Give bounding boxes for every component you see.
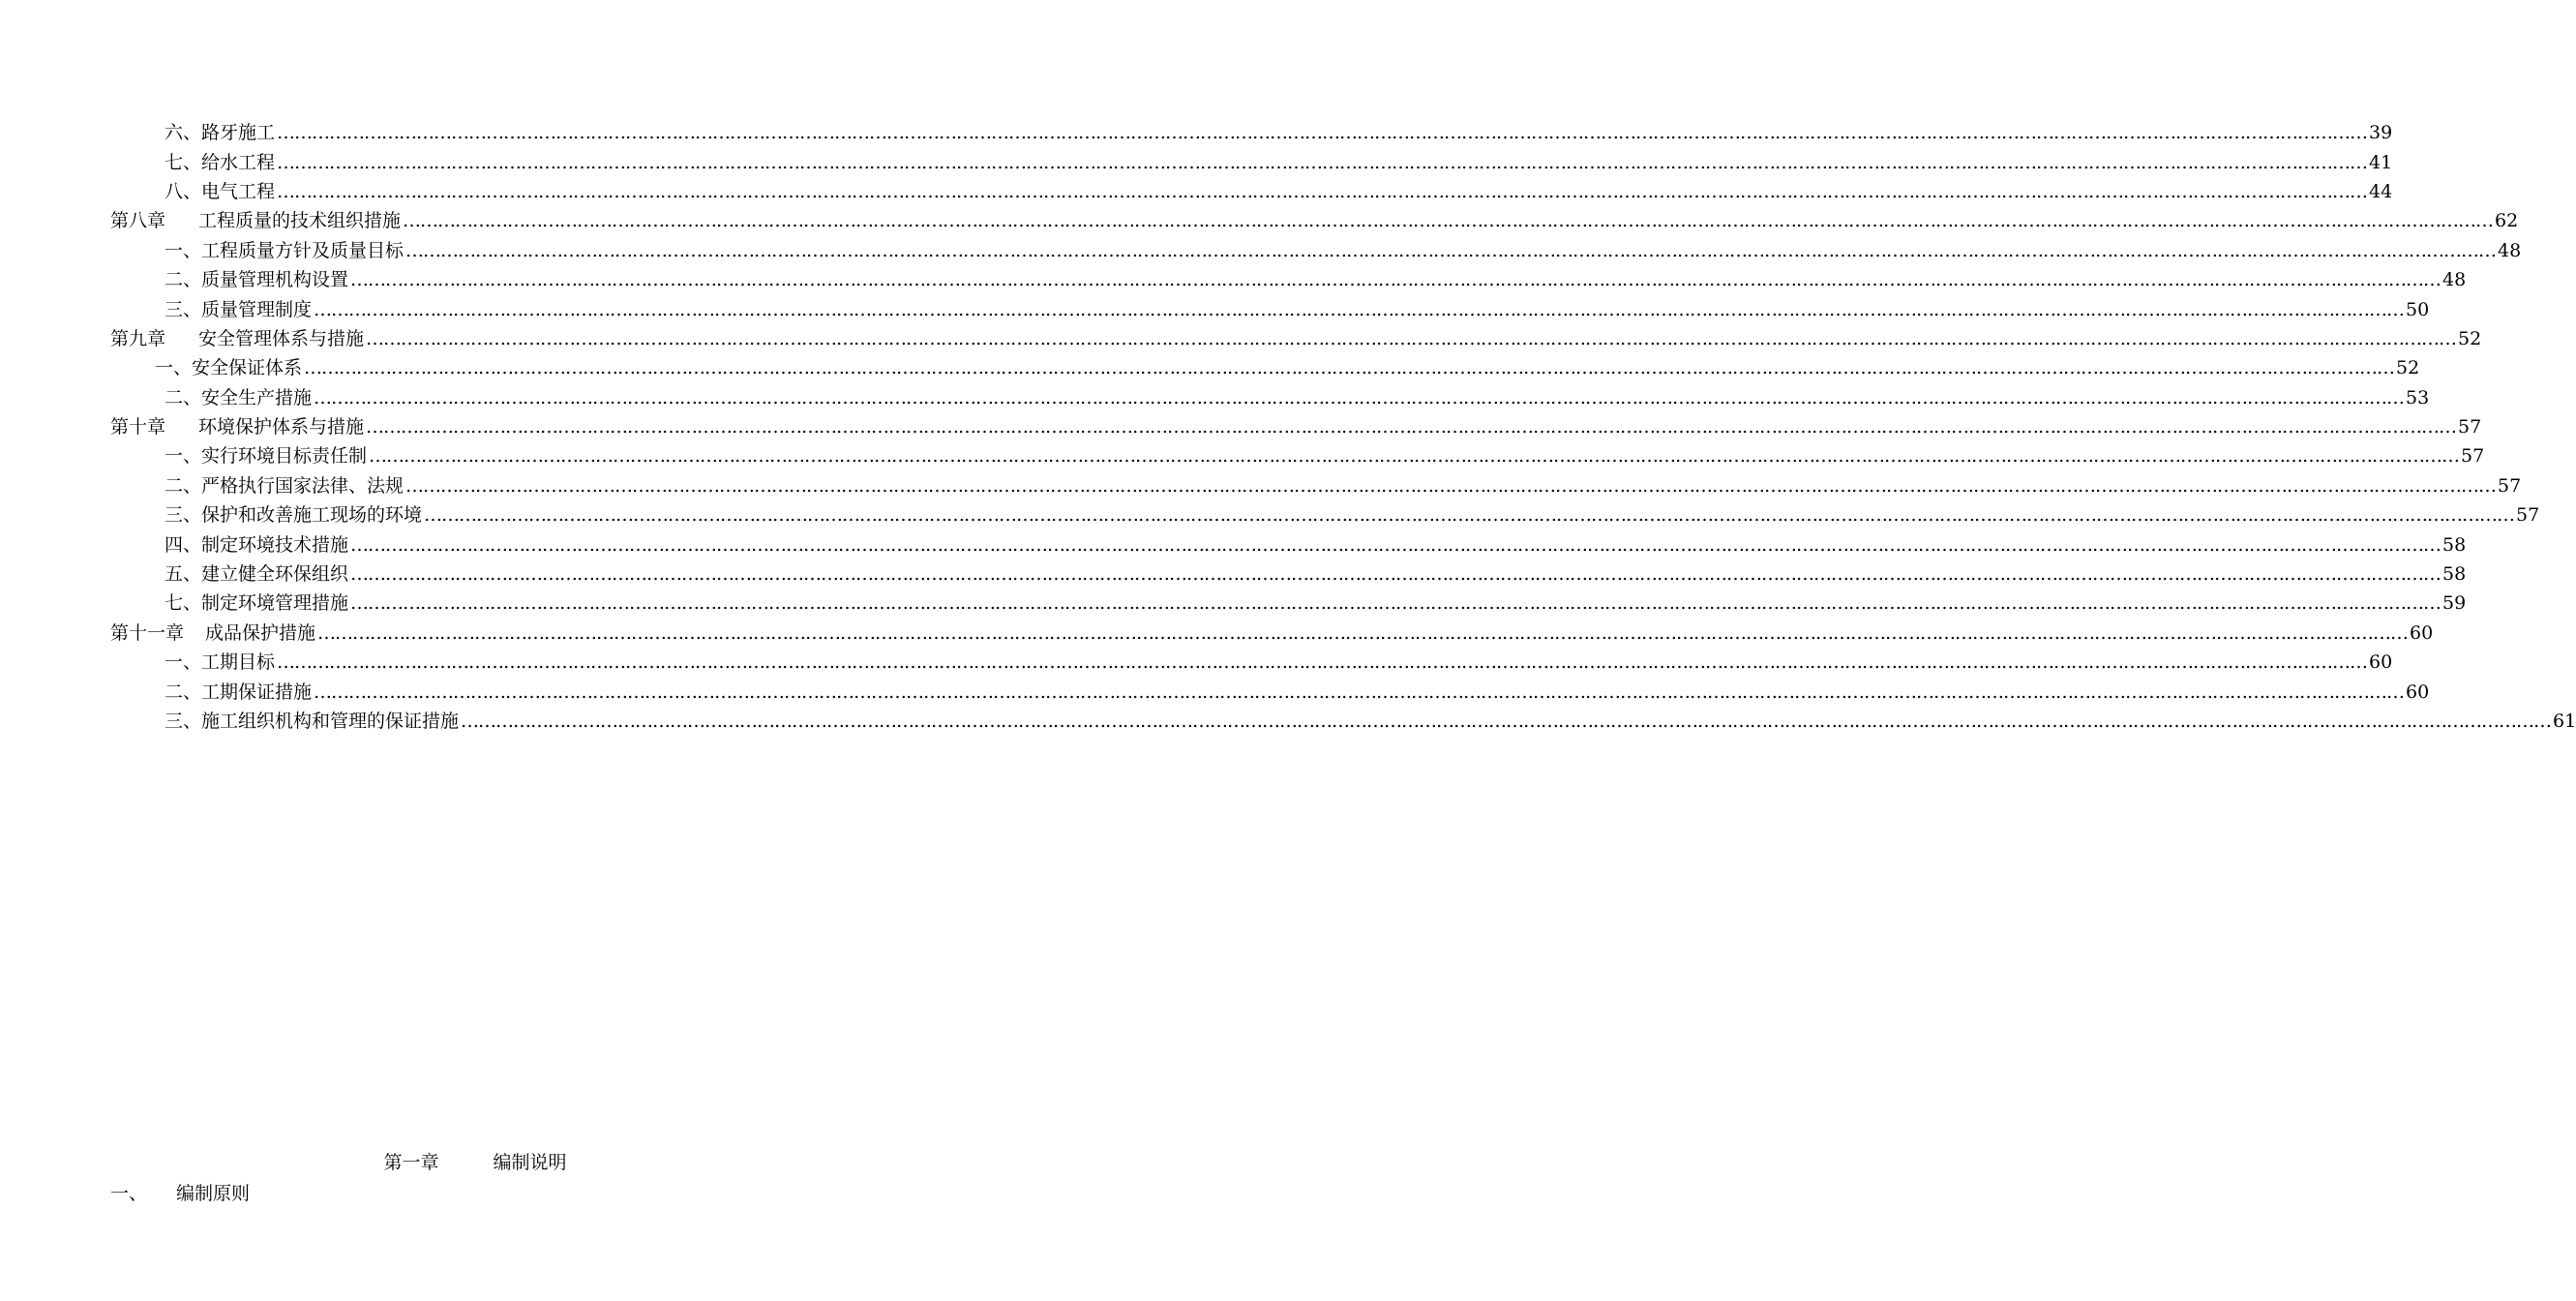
toc-page-number: 62 xyxy=(2495,210,2519,232)
toc-entry-title: 八、电气工程 xyxy=(165,180,276,202)
toc-section-entry[interactable] xyxy=(0,471,2522,500)
toc-section-entry[interactable] xyxy=(0,236,2522,265)
toc-page-number: 60 xyxy=(2369,651,2393,674)
chapter-title-text: 编制说明 xyxy=(493,1152,567,1173)
toc-dot-leader: ……………………………………………………………………………………………………………………………………………………………………………………………………………………………………………………………………………………………………………………………… xyxy=(314,386,2405,408)
toc-entry-label xyxy=(165,265,348,294)
section-title-text: 编制原则 xyxy=(176,1183,251,1204)
toc-entry-label xyxy=(165,441,367,470)
toc-dot-leader: ……………………………………………………………………………………………………………………………………………………………………………………………………………………………………………………………………………………………………………………………… xyxy=(366,327,2457,349)
toc-dot-leader: ……………………………………………………………………………………………………………………………………………………………………………………………………………………………………………………………………………………………………………………………… xyxy=(403,210,2494,232)
toc-entry-label xyxy=(165,236,404,265)
toc-entry-label xyxy=(110,324,364,353)
toc-page-number: 61 xyxy=(2553,711,2576,732)
toc-page-number: 58 xyxy=(2442,563,2467,586)
toc-entry-title: 三、质量管理制度 xyxy=(165,298,313,320)
toc-dot-leader: ……………………………………………………………………………………………………………………………………………………………………………………………………………………………………………………………………………………………………………………………… xyxy=(350,533,2441,556)
toc-entry-label xyxy=(165,471,404,500)
toc-page-number: 57 xyxy=(2498,474,2522,497)
toc-entry-label xyxy=(165,560,348,589)
toc-section-entry[interactable] xyxy=(0,677,2430,706)
toc-entry-label xyxy=(165,648,275,677)
toc-dot-leader: ……………………………………………………………………………………………………………………………………………………………………………………………………………………………………………………………………………………………………………………………… xyxy=(317,621,2409,644)
toc-section-entry[interactable] xyxy=(0,500,2540,529)
toc-section-entry[interactable] xyxy=(0,560,2467,589)
toc-section-entry[interactable] xyxy=(0,177,2393,206)
toc-page-number: 58 xyxy=(2442,533,2467,556)
toc-entry-title: 七、给水工程 xyxy=(165,151,276,173)
toc-entry-title: 七、制定环境管理措施 xyxy=(165,592,349,615)
toc-page-number: 53 xyxy=(2406,386,2430,408)
toc-entry-title: 二、严格执行国家法律、法规 xyxy=(165,474,404,497)
toc-entry-title: 一、工期目标 xyxy=(165,651,276,674)
toc-section-entry[interactable] xyxy=(0,648,2393,677)
toc-entry-title: 三、施工组织机构和管理的保证措施 xyxy=(165,711,460,732)
toc-entry-title: 安全管理体系与措施 xyxy=(198,327,365,349)
toc-chapter-number: 第八章 xyxy=(110,210,166,232)
toc-dot-leader: ……………………………………………………………………………………………………………………………………………………………………………………………………………………………………………………………………………………………………………………………… xyxy=(405,474,2497,497)
toc-dot-leader: ……………………………………………………………………………………………………………………………………………………………………………………………………………………………………………………………………………………………………………………………… xyxy=(405,239,2497,261)
toc-entry-label xyxy=(110,412,364,441)
toc-chapter-entry[interactable] xyxy=(0,619,2434,648)
toc-entry-label xyxy=(165,383,312,412)
toc-dot-leader: ……………………………………………………………………………………………………………………………………………………………………………………………………………………………………………………………………………………………………………………………… xyxy=(350,269,2441,291)
toc-section-entry[interactable] xyxy=(0,294,2430,323)
toc-entry-title: 二、工期保证措施 xyxy=(165,681,313,703)
toc-entry-title: 成品保护措施 xyxy=(205,621,316,644)
toc-page-number: 52 xyxy=(2396,357,2420,379)
toc-entry-title: 六、路牙施工 xyxy=(165,122,276,144)
toc-chapter-entry[interactable] xyxy=(0,412,2482,441)
toc-chapter-entry[interactable] xyxy=(0,324,2482,353)
toc-chapter-number: 第九章 xyxy=(110,327,166,349)
toc-dot-leader: ……………………………………………………………………………………………………………………………………………………………………………………………………………………………………………………………………………………………………………………………… xyxy=(461,711,2552,732)
toc-dot-leader: ……………………………………………………………………………………………………………………………………………………………………………………………………………………………………………………………………………………………………………………………… xyxy=(277,180,2368,202)
toc-dot-leader: ……………………………………………………………………………………………………………………………………………………………………………………………………………………………………………………………………………………………………………………………… xyxy=(304,357,2395,379)
toc-chapter-number: 第十一章 xyxy=(110,621,185,644)
toc-dot-leader: ……………………………………………………………………………………………………………………………………………………………………………………………………………………………………………………………………………………………………………………………… xyxy=(277,122,2368,144)
toc-section-entry[interactable] xyxy=(0,147,2393,176)
toc-section-entry[interactable] xyxy=(0,118,2393,147)
toc-page-number: 41 xyxy=(2369,151,2393,173)
toc-page-number: 52 xyxy=(2458,327,2482,349)
toc-chapter-entry[interactable] xyxy=(0,206,2519,235)
toc-entry-label xyxy=(165,177,275,206)
toc-section-entry[interactable] xyxy=(0,529,2467,559)
toc-entry-label xyxy=(165,118,275,147)
toc-dot-leader: ……………………………………………………………………………………………………………………………………………………………………………………………………………………………………………………………………………………………………………………………… xyxy=(424,504,2515,527)
toc-entry-label xyxy=(165,589,348,618)
toc-entry-title: 四、制定环境技术措施 xyxy=(165,533,349,556)
toc-section-entry[interactable] xyxy=(0,707,2576,736)
toc-entry-title: 工程质量的技术组织措施 xyxy=(198,210,402,232)
toc-entry-label xyxy=(165,530,348,560)
toc-entry-title: 五、建立健全环保组织 xyxy=(165,563,349,586)
toc-entry-title: 一、工程质量方针及质量目标 xyxy=(165,239,404,261)
toc-page-number: 60 xyxy=(2410,621,2434,644)
toc-entry-title: 环境保护体系与措施 xyxy=(198,416,365,439)
toc-page-number: 59 xyxy=(2442,592,2467,615)
section-number: 一、 xyxy=(110,1183,148,1204)
toc-chapter-number: 第十章 xyxy=(110,416,166,439)
toc-entry-label xyxy=(165,707,459,736)
toc-dot-leader: ……………………………………………………………………………………………………………………………………………………………………………………………………………………………………………………………………………………………………………………………… xyxy=(314,681,2405,703)
toc-page-number: 48 xyxy=(2442,269,2467,291)
toc-entry-label xyxy=(165,678,312,707)
toc-section-entry[interactable] xyxy=(0,441,2485,470)
toc-page-number: 50 xyxy=(2406,298,2430,320)
section-heading xyxy=(110,1179,250,1208)
toc-entry-title: 三、保护和改善施工现场的环境 xyxy=(165,504,423,527)
toc-entry-label xyxy=(155,353,302,382)
chapter-heading xyxy=(0,1148,919,1177)
table-of-contents xyxy=(0,118,2576,736)
toc-entry-title: 一、实行环境目标责任制 xyxy=(165,445,368,468)
toc-entry-title: 二、质量管理机构设置 xyxy=(165,269,349,291)
toc-dot-leader: ……………………………………………………………………………………………………………………………………………………………………………………………………………………………………………………………………………………………………………………………… xyxy=(350,592,2441,615)
toc-section-entry[interactable] xyxy=(0,383,2430,412)
toc-page-number: 44 xyxy=(2369,180,2393,202)
toc-page-number: 39 xyxy=(2369,122,2393,144)
toc-dot-leader: ……………………………………………………………………………………………………………………………………………………………………………………………………………………………………………………………………………………………………………………………… xyxy=(369,445,2460,468)
toc-dot-leader: ……………………………………………………………………………………………………………………………………………………………………………………………………………………………………………………………………………………………………………………………… xyxy=(277,651,2368,674)
toc-entry-label xyxy=(165,500,422,529)
toc-dot-leader: ……………………………………………………………………………………………………………………………………………………………………………………………………………………………………………………………………………………………………………………………… xyxy=(366,416,2457,439)
toc-page-number: 48 xyxy=(2498,239,2522,261)
toc-section-entry[interactable] xyxy=(0,353,2420,382)
toc-page-number: 57 xyxy=(2458,416,2482,439)
toc-entry-title: 二、安全生产措施 xyxy=(165,386,313,408)
toc-section-entry[interactable] xyxy=(0,589,2467,618)
toc-page-number: 60 xyxy=(2406,681,2430,703)
toc-dot-leader: ……………………………………………………………………………………………………………………………………………………………………………………………………………………………………………………………………………………………………………………………… xyxy=(314,298,2405,320)
toc-page-number: 57 xyxy=(2516,504,2540,527)
chapter-number: 第一章 xyxy=(383,1152,439,1173)
toc-entry-label xyxy=(110,206,401,235)
toc-entry-label xyxy=(165,295,312,324)
toc-entry-label xyxy=(110,619,315,648)
toc-dot-leader: ……………………………………………………………………………………………………………………………………………………………………………………………………………………………………………………………………………………………………………………………… xyxy=(277,151,2368,173)
toc-entry-label xyxy=(165,148,275,177)
toc-dot-leader: ……………………………………………………………………………………………………………………………………………………………………………………………………………………………………………………………………………………………………………………………… xyxy=(350,563,2441,586)
toc-section-entry[interactable] xyxy=(0,265,2467,294)
toc-entry-title: 一、安全保证体系 xyxy=(155,357,303,379)
toc-page-number: 57 xyxy=(2461,445,2485,468)
